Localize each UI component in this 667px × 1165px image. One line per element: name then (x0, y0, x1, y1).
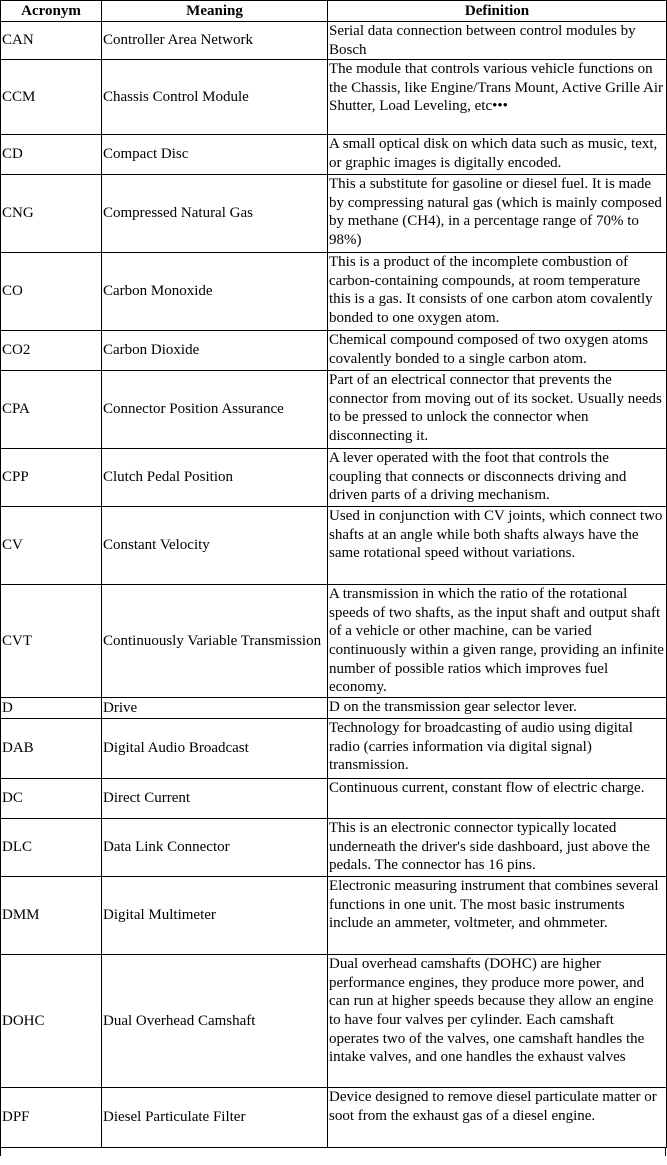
table-row (1, 1088, 667, 1148)
meaning-cell: Continuously Variable Transmission (102, 585, 328, 698)
acronym-cell: DAB (1, 719, 102, 779)
meaning-cell: Carbon Monoxide (102, 253, 328, 331)
meaning-cell: Digital Audio Broadcast (102, 719, 328, 779)
table-row (1, 60, 667, 135)
acronym-cell: DC (1, 779, 102, 819)
definition-cell: Continuous current, constant flow of electric charge. (328, 779, 667, 819)
acronym-cell: DOHC (1, 955, 102, 1088)
acronym-cell: CD (1, 135, 102, 175)
table-row (1, 449, 667, 507)
definition-cell: This is an electronic connector typically located underneath the driver's side dashboard, just above the pedals. The connector has 16 pins. (328, 819, 667, 877)
definition-cell: Device designed to remove diesel particulate matter or soot from the exhaust gas of a diesel engine. (328, 1088, 667, 1148)
header-acronym: Acronym (1, 1, 102, 22)
meaning-cell: Drive (102, 698, 328, 719)
meaning-cell: Compact Disc (102, 135, 328, 175)
acronym-cell: DPF (1, 1088, 102, 1148)
meaning-cell: Constant Velocity (102, 507, 328, 585)
table-row (1, 585, 667, 698)
acronym-cell: CNG (1, 175, 102, 253)
meaning-cell: Direct Current (102, 779, 328, 819)
header-row (1, 1, 667, 22)
acronym-cell: CVT (1, 585, 102, 698)
meaning-cell: Compressed Natural Gas (102, 175, 328, 253)
table-row (1, 371, 667, 449)
acronym-cell: CO (1, 253, 102, 331)
acronym-cell: DMM (1, 877, 102, 955)
table-row (1, 698, 667, 719)
header-meaning: Meaning (102, 1, 328, 22)
table-row (1, 877, 667, 955)
table-row (1, 507, 667, 585)
meaning-cell: Clutch Pedal Position (102, 449, 328, 507)
meaning-cell: Controller Area Network (102, 22, 328, 60)
definition-cell: The module that controls various vehicle functions on the Chassis, like Engine/Trans Mount, Active Grille Air Shutter, Load Leveling, etc••• (328, 60, 667, 135)
table-row (1, 175, 667, 253)
meaning-cell: Digital Multimeter (102, 877, 328, 955)
definition-cell: This is a product of the incomplete combustion of carbon-containing compounds, at room temperature this is a gas. It consists of one carbon atom covalently bonded to one oxygen atom. (328, 253, 667, 331)
table-continuation-edge (0, 1148, 666, 1156)
table-row (1, 819, 667, 877)
table-row (1, 779, 667, 819)
table-row (1, 22, 667, 60)
acronym-cell: CPA (1, 371, 102, 449)
definition-cell: D on the transmission gear selector lever. (328, 698, 667, 719)
table-row (1, 719, 667, 779)
acronym-cell: CPP (1, 449, 102, 507)
definition-cell: This a substitute for gasoline or diesel fuel. It is made by compressing natural gas (which is mainly composed by methane (CH4), in a percentage range of 70% to 98%) (328, 175, 667, 253)
definition-cell: A transmission in which the ratio of the rotational speeds of two shafts, as the input shaft and output shaft of a vehicle or other machine, can be varied continuously within a given range, providing an infinite number of possible ratios which improves fuel economy. (328, 585, 667, 698)
meaning-cell: Connector Position Assurance (102, 371, 328, 449)
definition-cell: Part of an electrical connector that prevents the connector from moving out of its socket. Usually needs to be pressed to unlock the connector when disconnecting it. (328, 371, 667, 449)
acronym-cell: CCM (1, 60, 102, 135)
definition-cell: Chemical compound composed of two oxygen atoms covalently bonded to a single carbon atom. (328, 331, 667, 371)
definition-cell: Technology for broadcasting of audio using digital radio (carries information via digital signal) transmission. (328, 719, 667, 779)
table-row (1, 253, 667, 331)
meaning-cell: Chassis Control Module (102, 60, 328, 135)
definition-cell: A small optical disk on which data such as music, text, or graphic images is digitally encoded. (328, 135, 667, 175)
table-row (1, 331, 667, 371)
definition-cell: Electronic measuring instrument that combines several functions in one unit. The most basic instruments include an ammeter, voltmeter, and ohmmeter. (328, 877, 667, 955)
meaning-cell: Dual Overhead Camshaft (102, 955, 328, 1088)
meaning-cell: Data Link Connector (102, 819, 328, 877)
definition-cell: Dual overhead camshafts (DOHC) are higher performance engines, they produce more power, and can run at higher speeds because they allow an engine to have four valves per cylinder. Each camshaft operates two of the valves, one camshaft handles the intake valves, and one handles the exhaust valves (328, 955, 667, 1088)
definition-cell: Used in conjunction with CV joints, which connect two shafts at an angle while both shafts always have the same rotational speed without variations. (328, 507, 667, 585)
acronym-cell: CAN (1, 22, 102, 60)
table-body (1, 22, 667, 1148)
acronym-cell: D (1, 698, 102, 719)
acronym-cell: DLC (1, 819, 102, 877)
definition-cell: A lever operated with the foot that controls the coupling that connects or disconnects driving and driven parts of a driving mechanism. (328, 449, 667, 507)
table-row (1, 955, 667, 1088)
meaning-cell: Carbon Dioxide (102, 331, 328, 371)
table-row (1, 135, 667, 175)
acronym-cell: CV (1, 507, 102, 585)
table-header (1, 1, 667, 22)
header-definition: Definition (328, 1, 667, 22)
acronym-cell: CO2 (1, 331, 102, 371)
meaning-cell: Diesel Particulate Filter (102, 1088, 328, 1148)
definition-cell: Serial data connection between control modules by Bosch (328, 22, 667, 60)
